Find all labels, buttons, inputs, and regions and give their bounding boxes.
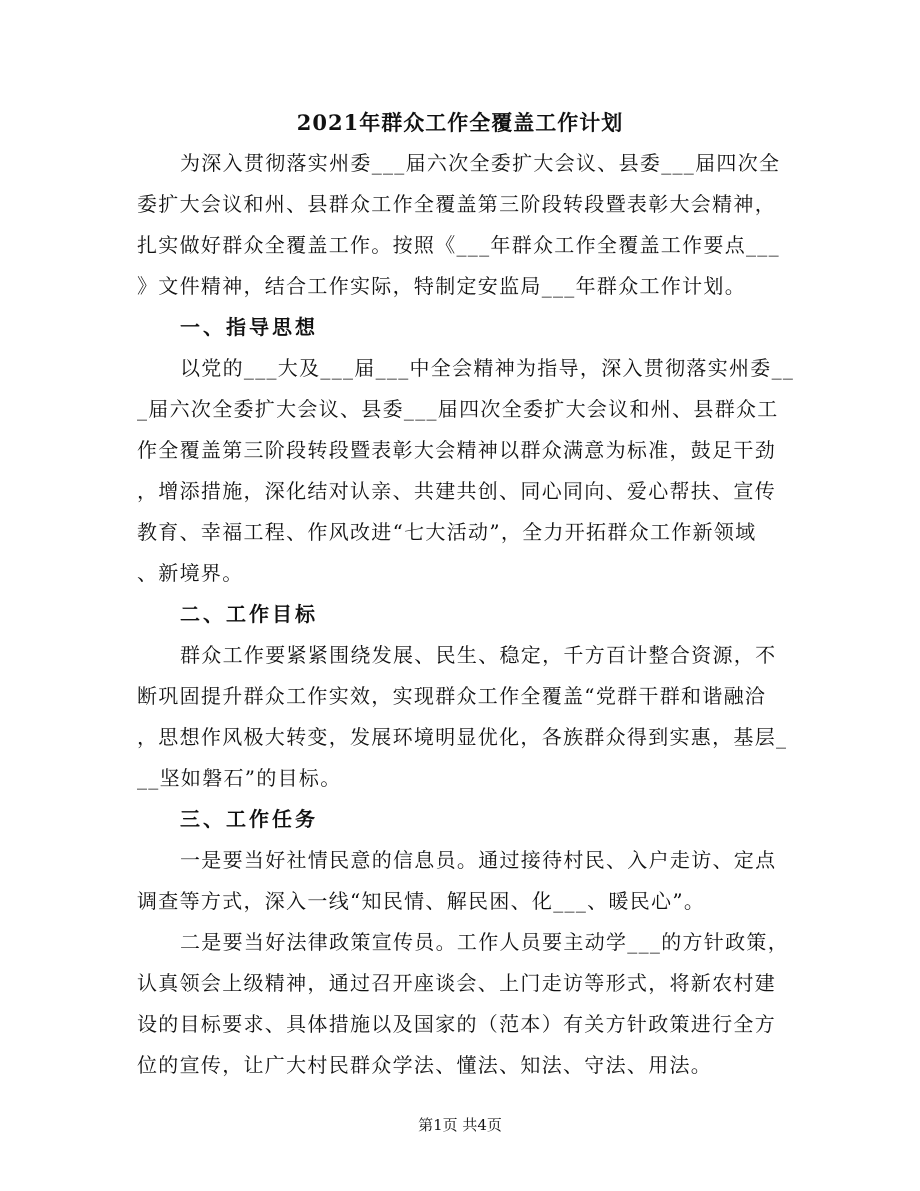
document-title: 2021年群众工作全覆盖工作计划: [296, 110, 624, 135]
section-heading-guiding-thought: 一、指导思想: [180, 315, 318, 339]
paragraph-line: _届六次全委扩大会议、县委___届四次全委扩大会议和州、县群众工: [137, 397, 779, 421]
paragraph-line: 为深入贯彻落实州委___届六次全委扩大会议、县委___届四次全: [180, 151, 781, 175]
paragraph-line: 断巩固提升群众工作实效，实现群众工作全覆盖“党群干群和谐融洽: [137, 684, 767, 708]
paragraph-line: 委扩大会议和州、县群众工作全覆盖第三阶段转段暨表彰大会精神，: [137, 192, 776, 216]
paragraph-line: ，思想作风极大转变，发展环境明显优化，各族群众得到实惠，基层_: [137, 725, 788, 749]
paragraph-line: 设的目标要求、具体措施以及国家的（范本）有关方针政策进行全方: [137, 1012, 776, 1036]
section-heading-work-tasks: 三、工作任务: [180, 807, 318, 831]
paragraph-line: ，增添措施，深化结对认亲、共建共创、同心同向、爱心帮扶、宣传: [137, 479, 776, 503]
paragraph-line: 以党的___大及___届___中全会精神为指导，深入贯彻落实州委__: [180, 356, 795, 380]
paragraph-line: 一是要当好社情民意的信息员。通过接待村民、入户走访、定点: [180, 848, 777, 872]
paragraph-line: 扎实做好群众全覆盖工作。按照《___年群众工作全覆盖工作要点___: [137, 233, 780, 257]
paragraph-line: 二是要当好法律政策宣传员。工作人员要主动学___的方针政策，: [180, 930, 789, 954]
paragraph-line: 群众工作要紧紧围绕发展、民生、稳定，千方百计整合资源，不: [180, 643, 777, 667]
paragraph-line: 认真领会上级精神，通过召开座谈会、上门走访等形式，将新农村建: [137, 971, 776, 995]
paragraph-line: __坚如磐石”的目标。: [137, 766, 342, 790]
paragraph-line-last: 位的宣传，让广大村民群众学法、懂法、知法、守法、用法。: [137, 1053, 713, 1077]
paragraph-line: 作全覆盖第三阶段转段暨表彰大会精神以群众满意为标准，鼓足干劲: [137, 438, 776, 462]
paragraph-line: 、新境界。: [137, 561, 244, 585]
paragraph-line: 》文件精神，结合工作实际，特制定安监局___年群众工作计划。: [137, 274, 746, 298]
page-footer: 第1页 共4页: [418, 1116, 502, 1134]
section-heading-work-goals: 二、工作目标: [180, 602, 318, 626]
paragraph-line: 教育、幸福工程、作风改进“七大活动”，全力开拓群众工作新领域: [137, 520, 757, 544]
paragraph-line: 调查等方式，深入一线“知民情、解民困、化___、暖民心”。: [137, 889, 706, 913]
